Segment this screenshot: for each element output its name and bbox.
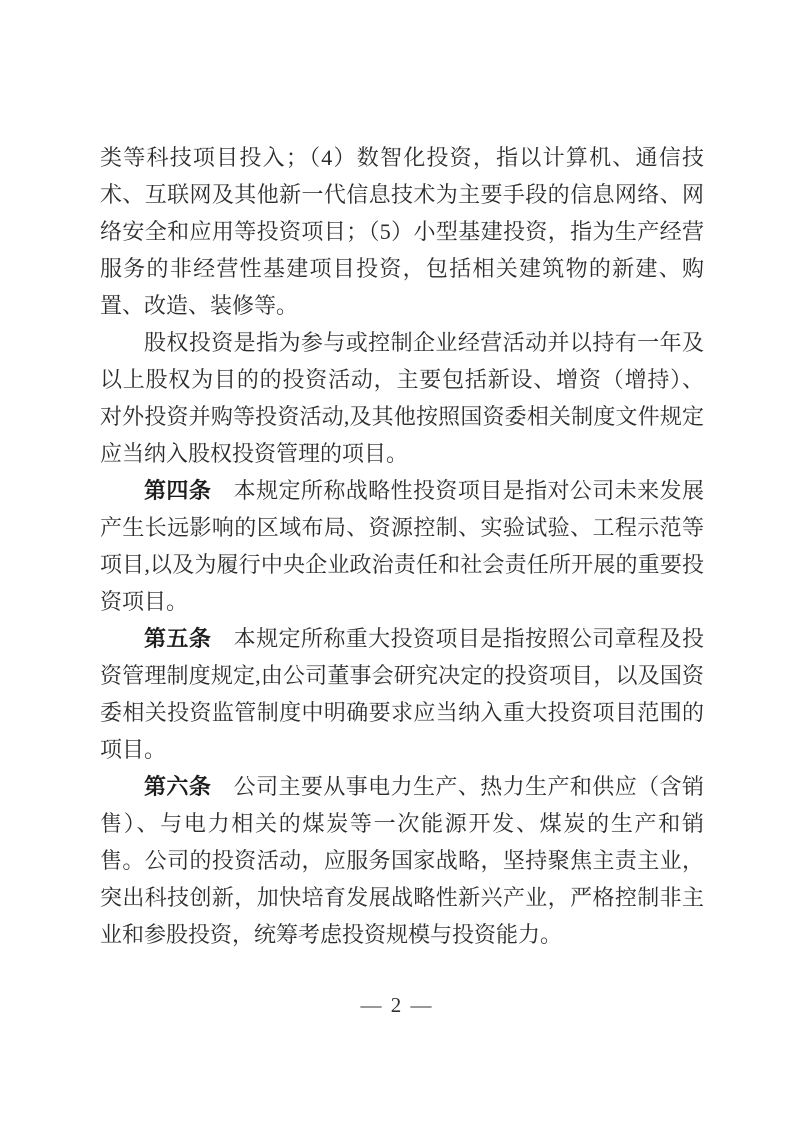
paragraph-equity-investment (100, 324, 704, 472)
article-4-term: 第四条 (144, 478, 212, 503)
article-6-text: 公司主要从事电力生产、热力生产和供应（含销售）、与电力相关的煤炭等一次能源开发、煤炭的生产和销售。公司的投资活动，应服务国家战略，坚持聚焦主责主业，突出科技创新，加快培育发展战略性新兴产业，严格控制非主业和参股投资，统筹考虑投资规模与投资能力。 (100, 774, 704, 947)
article-4-text: 本规定所称战略性投资项目是指对公司未来发展产生长远影响的区域布局、资源控制、实验试验、工程示范等项目,以及为履行中央企业政治责任和社会责任所开展的重要投资项目。 (100, 478, 704, 614)
paragraph-article-5 (100, 620, 704, 768)
paragraph-continuation-text: 类等科技项目投入；（4）数智化投资，指以计算机、通信技术、互联网及其他新一代信息技术为主要手段的信息网络、网络安全和应用等投资项目；（5）小型基建投资，指为生产经营服务的非经营性基建项目投资，包括相关建筑物的新建、购置、改造、装修等。 (100, 145, 704, 318)
page-number: — 2 — (360, 993, 434, 1017)
article-5-text: 本规定所称重大投资项目是指按照公司章程及投资管理制度规定,由公司董事会研究决定的投资项目，以及国资委相关投资监管制度中明确要求应当纳入重大投资项目范围的项目。 (100, 626, 704, 762)
paragraph-article-4 (100, 472, 704, 620)
paragraph-article-6 (100, 768, 704, 953)
article-5-term: 第五条 (144, 626, 212, 651)
article-6-term: 第六条 (144, 774, 212, 799)
paragraph-continuation (100, 139, 704, 324)
document-body (100, 139, 704, 953)
page-footer (0, 993, 794, 1018)
paragraph-equity-investment-text: 股权投资是指为参与或控制企业经营活动并以持有一年及以上股权为目的的投资活动，主要包括新设、增资（增持）、对外投资并购等投资活动,及其他按照国资委相关制度文件规定应当纳入股权投资管理的项目。 (100, 330, 704, 466)
